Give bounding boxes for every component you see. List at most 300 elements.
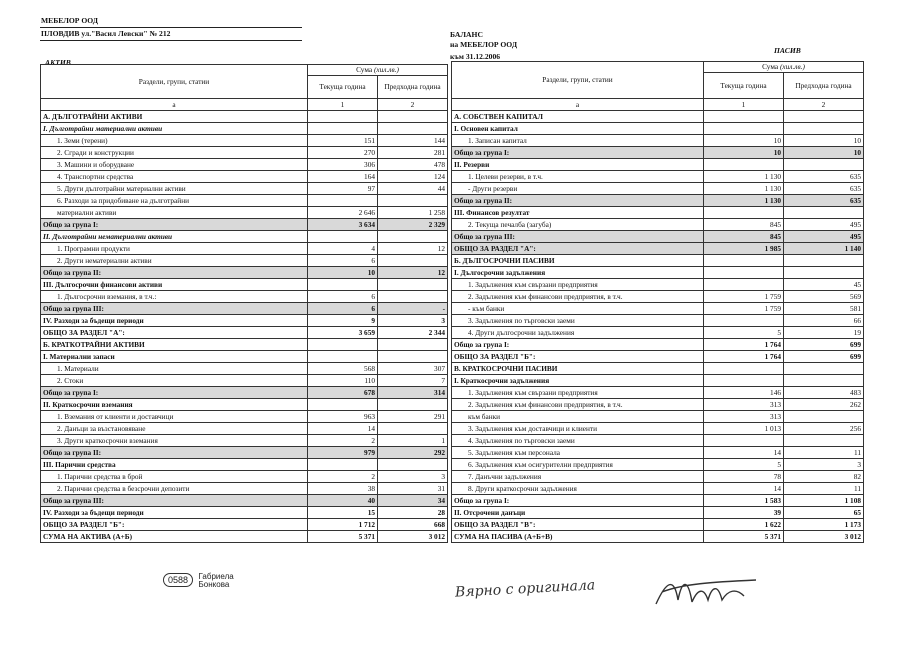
row-current-value: 5 371 [704,531,784,543]
row-current-value [704,435,784,447]
row-current-value: 1 583 [704,495,784,507]
table-row [41,423,448,435]
row-current-value: 15 [308,507,378,519]
row-previous-value [784,267,864,279]
row-label: 1. Парични средства в брой [41,471,308,483]
col-head-current: Текуща година [308,76,378,99]
stamp-number: 0588 [163,573,193,587]
row-previous-value: 483 [784,387,864,399]
row-previous-value: 10 [784,135,864,147]
table-row [452,135,864,147]
row-previous-value: 256 [784,423,864,435]
row-label: 2. Задължения към финансови предприятия, в т.ч. [452,399,704,411]
table-row [452,267,864,279]
row-previous-value [378,459,448,471]
row-previous-value: 11 [784,447,864,459]
col-index-2: 2 [378,99,448,111]
row-previous-value [378,231,448,243]
row-label: 7. Данъчни задължения [452,471,704,483]
row-label: 2. Задължения към финансови предприятия, в т.ч. [452,291,704,303]
row-previous-value [378,123,448,135]
row-previous-value [378,339,448,351]
row-current-value [704,279,784,291]
row-current-value: 1 759 [704,303,784,315]
row-previous-value: 635 [784,183,864,195]
table-row [41,183,448,195]
col-head-previous: Предходна година [378,76,448,99]
col-head-previous: Предходна година [784,73,864,99]
col-head-current: Текуща година [704,73,784,99]
row-label: 1. Задължения към свързани предприятия [452,279,704,291]
table-row [452,447,864,459]
row-label: СУМА НА АКТИВА (А+Б) [41,531,308,543]
row-label: Б. КРАТКОТРАЙНИ АКТИВИ [41,339,308,351]
table-row [41,399,448,411]
row-current-value [704,375,784,387]
table-row [452,519,864,531]
table-row [452,303,864,315]
row-label: материални активи [41,207,308,219]
row-label: Общо за група I: [41,387,308,399]
table-row [41,495,448,507]
col-head-sum [704,62,864,73]
row-label: 5. Задължения към персонала [452,447,704,459]
row-label: ОБЩО ЗА РАЗДЕЛ "В": [452,519,704,531]
liabilities-table [451,61,864,543]
row-previous-value: 314 [378,387,448,399]
row-current-value: 1 712 [308,519,378,531]
row-current-value: 151 [308,135,378,147]
row-current-value: 6 [308,291,378,303]
row-current-value: 14 [704,447,784,459]
row-previous-value: 124 [378,171,448,183]
table-row [41,327,448,339]
row-label: Общо за група II: [452,195,704,207]
table-row [452,315,864,327]
row-current-value: 38 [308,483,378,495]
table-row [41,519,448,531]
table-row [41,411,448,423]
table-row [41,483,448,495]
row-previous-value [378,255,448,267]
row-current-value [308,231,378,243]
row-label: I. Краткосрочни задължения [452,375,704,387]
table-row [452,471,864,483]
row-previous-value: 31 [378,483,448,495]
row-current-value: 1 622 [704,519,784,531]
row-previous-value [784,159,864,171]
table-row [41,111,448,123]
row-previous-value: 291 [378,411,448,423]
row-label: IV. Разходи за бъдещи периоди [41,315,308,327]
table-row [41,231,448,243]
handwritten-note: Вярно с оригинала [454,577,596,601]
sum-label: Сума [356,65,373,74]
col-index-a: а [452,99,704,111]
row-current-value: 1 130 [704,171,784,183]
row-current-value: 313 [704,411,784,423]
table-row [41,171,448,183]
row-previous-value: 65 [784,507,864,519]
row-previous-value: 478 [378,159,448,171]
row-current-value: 164 [308,171,378,183]
row-previous-value [378,279,448,291]
row-previous-value [784,255,864,267]
row-current-value: 2 646 [308,207,378,219]
row-current-value: 1 130 [704,195,784,207]
row-label: 1. Материали [41,363,308,375]
row-label: 6. Разходи за придобиване на дълготрайни [41,195,308,207]
row-label: Б. ДЪЛГОСРОЧНИ ПАСИВИ [452,255,704,267]
row-current-value: 5 371 [308,531,378,543]
sum-label: Сума [762,62,779,71]
col-head-sections: Раздели, групи, статии [452,62,704,99]
stamp-name-line2: Бонкова [198,580,230,589]
table-row [452,183,864,195]
row-label: ОБЩО ЗА РАЗДЕЛ "А": [41,327,308,339]
table-row [41,363,448,375]
row-label: Общо за група I: [452,339,704,351]
header-rule [40,40,302,41]
row-current-value [308,339,378,351]
row-previous-value: 569 [784,291,864,303]
row-label: 1. Програмни продукти [41,243,308,255]
row-label: А. СОБСТВЕН КАПИТАЛ [452,111,704,123]
row-label: 1. Вземания от клиенти и доставчици [41,411,308,423]
row-previous-value: 34 [378,495,448,507]
unit-label: (хил.лв.) [779,62,805,71]
table-row [452,339,864,351]
table-row [41,303,448,315]
row-previous-value [378,291,448,303]
table-row [41,435,448,447]
table-row [41,195,448,207]
table-row [41,255,448,267]
doc-date: към 31.12.2006 [450,52,501,61]
row-current-value: 1 759 [704,291,784,303]
row-current-value [704,315,784,327]
row-label: 2. Текуща печалба (загуба) [452,219,704,231]
row-previous-value [378,399,448,411]
row-label: 2. Стоки [41,375,308,387]
row-label: 1. Задължения към свързани предприятия [452,387,704,399]
table-row [41,207,448,219]
row-current-value: 6 [308,303,378,315]
row-current-value [308,351,378,363]
table-row [41,267,448,279]
row-current-value: 963 [308,411,378,423]
row-label: Общо за група III: [41,303,308,315]
row-previous-value [784,411,864,423]
row-label: 4. Транспортни средства [41,171,308,183]
row-previous-value: 1 258 [378,207,448,219]
row-current-value: 5 [704,459,784,471]
table-row [452,387,864,399]
row-previous-value [784,375,864,387]
row-label: 4. Задължения по търговски заеми [452,435,704,447]
table-row [41,243,448,255]
row-label: 3. Задължения към доставчици и клиенти [452,423,704,435]
row-previous-value: 66 [784,315,864,327]
row-previous-value: 281 [378,147,448,159]
table-row [41,351,448,363]
row-current-value: 2 [308,471,378,483]
table-row [41,447,448,459]
row-label: 2. Данъци за възстановяване [41,423,308,435]
row-current-value: 110 [308,375,378,387]
signature [652,570,772,615]
table-row [41,459,448,471]
row-previous-value: 144 [378,135,448,147]
pasiv-label: ПАСИВ [774,46,801,55]
table-row [452,171,864,183]
row-previous-value: 3 012 [784,531,864,543]
row-label: 1. Целеви резерви, в т.ч. [452,171,704,183]
row-current-value: 3 634 [308,219,378,231]
row-label: 3. Задължения по търговски заеми [452,315,704,327]
row-current-value [308,279,378,291]
row-previous-value: 3 [378,471,448,483]
row-previous-value: 12 [378,267,448,279]
row-label: 2. Парични средства в безсрочни депозити [41,483,308,495]
row-label: III. Парични средства [41,459,308,471]
row-previous-value [784,111,864,123]
table-row [452,411,864,423]
row-previous-value: 307 [378,363,448,375]
doc-subtitle: на МЕБЕЛОР ООД [450,40,518,49]
row-label: Общо за група II: [41,267,308,279]
row-current-value: 10 [704,135,784,147]
row-current-value: 78 [704,471,784,483]
row-current-value: 14 [704,483,784,495]
row-label: III. Дългосрочни финансови активи [41,279,308,291]
row-label: 1. Дългосрочни вземания, в т.ч.: [41,291,308,303]
table-row [41,291,448,303]
row-previous-value: 2 329 [378,219,448,231]
row-label: III. Финансов резултат [452,207,704,219]
col-head-sections: Раздели, групи, статии [41,65,308,99]
row-previous-value: 44 [378,183,448,195]
row-label: 1. Записан капитал [452,135,704,147]
row-label: 3. Машини и оборудване [41,159,308,171]
row-current-value: 1 013 [704,423,784,435]
row-previous-value: 3 012 [378,531,448,543]
row-label: - Други резерви [452,183,704,195]
table-row [452,375,864,387]
row-previous-value: 495 [784,219,864,231]
row-current-value: 1 985 [704,243,784,255]
row-current-value: 14 [308,423,378,435]
row-previous-value [784,123,864,135]
table-row [41,279,448,291]
row-label: Общо за група III: [41,495,308,507]
table-row [452,423,864,435]
table-row [41,339,448,351]
row-previous-value: 699 [784,351,864,363]
row-previous-value: 1 140 [784,243,864,255]
table-row [452,243,864,255]
row-current-value [308,195,378,207]
row-previous-value [784,363,864,375]
table-row [452,147,864,159]
table-row [41,471,448,483]
row-label: Общо за група II: [41,447,308,459]
company-address: ПЛОВДИВ ул."Васил Левски" № 212 [41,29,171,38]
row-current-value: 39 [704,507,784,519]
row-label: Общо за група III: [452,231,704,243]
row-current-value: 678 [308,387,378,399]
table-row [452,483,864,495]
row-label: 2. Други нематериални активи [41,255,308,267]
row-current-value: 5 [704,327,784,339]
row-current-value: 40 [308,495,378,507]
row-current-value [308,123,378,135]
row-label: 5. Други дълготрайни материални активи [41,183,308,195]
row-label: А. ДЪЛГОТРАЙНИ АКТИВИ [41,111,308,123]
row-label: II. Краткосрочни вземания [41,399,308,411]
row-previous-value: 2 344 [378,327,448,339]
table-row [41,507,448,519]
row-label: 6. Задължения към осигурителни предприятия [452,459,704,471]
col-index-1: 1 [308,99,378,111]
aktiv-label: АКТИВ [45,58,71,67]
row-previous-value: 1 173 [784,519,864,531]
col-index-a: а [41,99,308,111]
row-current-value [308,111,378,123]
row-previous-value: 581 [784,303,864,315]
table-row [41,123,448,135]
row-previous-value: 292 [378,447,448,459]
stamp [163,573,234,589]
row-previous-value: 495 [784,231,864,243]
row-label: - към банки [452,303,704,315]
table-row [452,495,864,507]
row-previous-value: 699 [784,339,864,351]
table-row [452,399,864,411]
row-previous-value: 1 [378,435,448,447]
row-previous-value: 19 [784,327,864,339]
row-label: В. КРАТКОСРОЧНИ ПАСИВИ [452,363,704,375]
table-row [452,459,864,471]
row-previous-value: 3 [784,459,864,471]
table-row [452,219,864,231]
row-previous-value: 635 [784,195,864,207]
row-previous-value [378,195,448,207]
table-row [452,291,864,303]
table-row [452,123,864,135]
row-label: 1. Земи (терени) [41,135,308,147]
row-label: I. Дългосрочни задължения [452,267,704,279]
row-label: 4. Други дългосрочни задължения [452,327,704,339]
row-current-value [704,267,784,279]
row-label: ОБЩО ЗА РАЗДЕЛ "Б": [452,351,704,363]
table-row [41,135,448,147]
table-row [41,531,448,543]
row-previous-value: 3 [378,315,448,327]
row-label: към банки [452,411,704,423]
col-index-1: 1 [704,99,784,111]
row-current-value [704,111,784,123]
table-row [452,363,864,375]
row-previous-value: 11 [784,483,864,495]
row-current-value: 979 [308,447,378,459]
row-current-value [704,159,784,171]
row-previous-value: 10 [784,147,864,159]
row-current-value: 313 [704,399,784,411]
row-current-value: 9 [308,315,378,327]
row-label: Общо за група I: [452,495,704,507]
table-row [41,159,448,171]
row-current-value: 10 [308,267,378,279]
row-current-value: 97 [308,183,378,195]
row-current-value: 3 659 [308,327,378,339]
row-previous-value: 668 [378,519,448,531]
unit-label: (хил.лв.) [373,65,399,74]
table-row [41,375,448,387]
row-current-value: 1 764 [704,339,784,351]
row-current-value [308,399,378,411]
row-previous-value: 12 [378,243,448,255]
row-previous-value: 82 [784,471,864,483]
table-row [452,255,864,267]
row-previous-value [784,207,864,219]
table-row [41,147,448,159]
table-row [452,111,864,123]
row-previous-value: - [378,303,448,315]
row-label: Общо за група I: [452,147,704,159]
table-row [452,327,864,339]
col-index-2: 2 [784,99,864,111]
row-current-value: 146 [704,387,784,399]
row-current-value: 2 [308,435,378,447]
row-label: II. Отсрочени данъци [452,507,704,519]
row-previous-value [378,423,448,435]
doc-title: БАЛАНС [450,30,483,39]
row-previous-value: 28 [378,507,448,519]
row-label: Общо за група I: [41,219,308,231]
row-label: I. Дълготрайни материални активи [41,123,308,135]
row-current-value [704,255,784,267]
header-rule [40,27,302,28]
row-current-value: 1 764 [704,351,784,363]
row-previous-value: 1 108 [784,495,864,507]
table-row [452,279,864,291]
row-label: ОБЩО ЗА РАЗДЕЛ "Б": [41,519,308,531]
row-current-value: 845 [704,231,784,243]
row-label: I. Материални запаси [41,351,308,363]
row-current-value: 1 130 [704,183,784,195]
row-previous-value: 635 [784,171,864,183]
row-current-value: 4 [308,243,378,255]
row-current-value: 6 [308,255,378,267]
row-previous-value: 7 [378,375,448,387]
row-current-value: 568 [308,363,378,375]
table-row [41,387,448,399]
table-row [452,531,864,543]
row-label: IV. Разходи за бъдещи периоди [41,507,308,519]
row-label: II. Резерви [452,159,704,171]
row-previous-value: 45 [784,279,864,291]
row-label: 8. Други краткосрочни задължения [452,483,704,495]
row-previous-value [784,435,864,447]
row-current-value: 10 [704,147,784,159]
row-current-value [704,207,784,219]
table-row [452,231,864,243]
row-current-value: 306 [308,159,378,171]
table-row [452,195,864,207]
row-label: СУМА НА ПАСИВА (А+Б+В) [452,531,704,543]
table-row [41,219,448,231]
